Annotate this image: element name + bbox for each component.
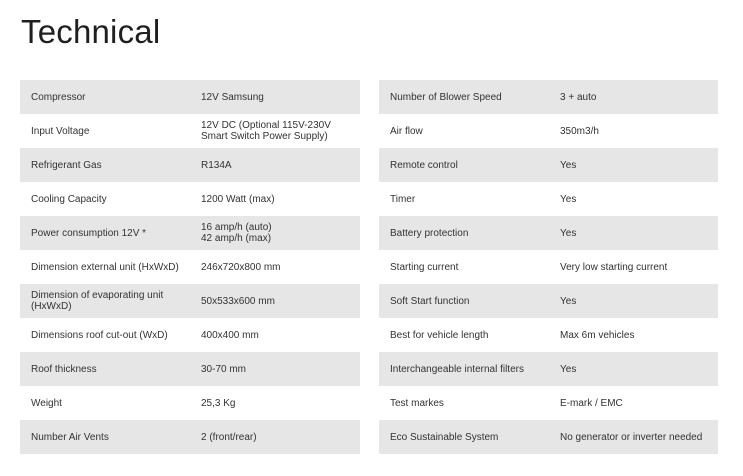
spec-label: Test markes — [379, 386, 549, 420]
table-row — [379, 250, 718, 284]
spec-value: R134A — [190, 148, 360, 182]
spec-value: 2 (front/rear) — [190, 420, 360, 454]
spec-label: Starting current — [379, 250, 549, 284]
spec-label: Cooling Capacity — [20, 182, 190, 216]
spec-value: Max 6m vehicles — [549, 318, 718, 352]
table-row — [379, 318, 718, 352]
spec-label: Compressor — [20, 80, 190, 114]
spec-value: 3 + auto — [549, 80, 718, 114]
table-row — [20, 386, 360, 420]
spec-label: Input Voltage — [20, 114, 190, 148]
page-title: Technical — [21, 13, 161, 50]
spec-value: Yes — [549, 216, 718, 250]
spec-value: No generator or inverter needed — [549, 420, 718, 454]
table-row — [379, 114, 718, 148]
table-row — [20, 352, 360, 386]
spec-value: Yes — [549, 352, 718, 386]
table-row — [379, 182, 718, 216]
spec-label: Interchangeable internal filters — [379, 352, 549, 386]
spec-value: 25,3 Kg — [190, 386, 360, 420]
spec-label: Number Air Vents — [20, 420, 190, 454]
table-row — [379, 80, 718, 114]
table-row — [20, 318, 360, 352]
table-row — [20, 148, 360, 182]
table-row — [379, 284, 718, 318]
spec-label: Dimension of evaporating unit (HxWxD) — [20, 284, 190, 318]
spec-label: Number of Blower Speed — [379, 80, 549, 114]
spec-label: Roof thickness — [20, 352, 190, 386]
table-row — [379, 386, 718, 420]
spec-label: Dimension external unit (HxWxD) — [20, 250, 190, 284]
spec-label: Best for vehicle length — [379, 318, 549, 352]
spec-table-right — [379, 80, 718, 454]
spec-value: 30-70 mm — [190, 352, 360, 386]
spec-value: 400x400 mm — [190, 318, 360, 352]
spec-label: Remote control — [379, 148, 549, 182]
spec-value: 246x720x800 mm — [190, 250, 360, 284]
spec-value: 16 amp/h (auto) 42 amp/h (max) — [190, 216, 360, 250]
spec-label: Eco Sustainable System — [379, 420, 549, 454]
spec-value: 12V DC (Optional 115V-230V Smart Switch Power Supply) — [190, 114, 360, 148]
spec-label: Battery protection — [379, 216, 549, 250]
table-row — [20, 114, 360, 148]
spec-table-left — [20, 80, 360, 454]
table-row — [379, 352, 718, 386]
spec-label: Weight — [20, 386, 190, 420]
spec-value: Yes — [549, 182, 718, 216]
table-row — [20, 182, 360, 216]
spec-label: Refrigerant Gas — [20, 148, 190, 182]
table-row — [20, 420, 360, 454]
spec-value: E-mark / EMC — [549, 386, 718, 420]
spec-value: 12V Samsung — [190, 80, 360, 114]
spec-label: Dimensions roof cut-out (WxD) — [20, 318, 190, 352]
table-row — [20, 80, 360, 114]
table-row — [379, 216, 718, 250]
spec-value: Yes — [549, 148, 718, 182]
spec-value: Yes — [549, 284, 718, 318]
table-row — [20, 284, 360, 318]
spec-label: Timer — [379, 182, 549, 216]
spec-value: 350m3/h — [549, 114, 718, 148]
spec-label: Air flow — [379, 114, 549, 148]
spec-label: Soft Start function — [379, 284, 549, 318]
spec-label: Power consumption 12V * — [20, 216, 190, 250]
spec-value: 50x533x600 mm — [190, 284, 360, 318]
table-row — [20, 250, 360, 284]
table-row — [20, 216, 360, 250]
table-row — [379, 420, 718, 454]
table-row — [379, 148, 718, 182]
spec-value: Very low starting current — [549, 250, 718, 284]
spec-value: 1200 Watt (max) — [190, 182, 360, 216]
